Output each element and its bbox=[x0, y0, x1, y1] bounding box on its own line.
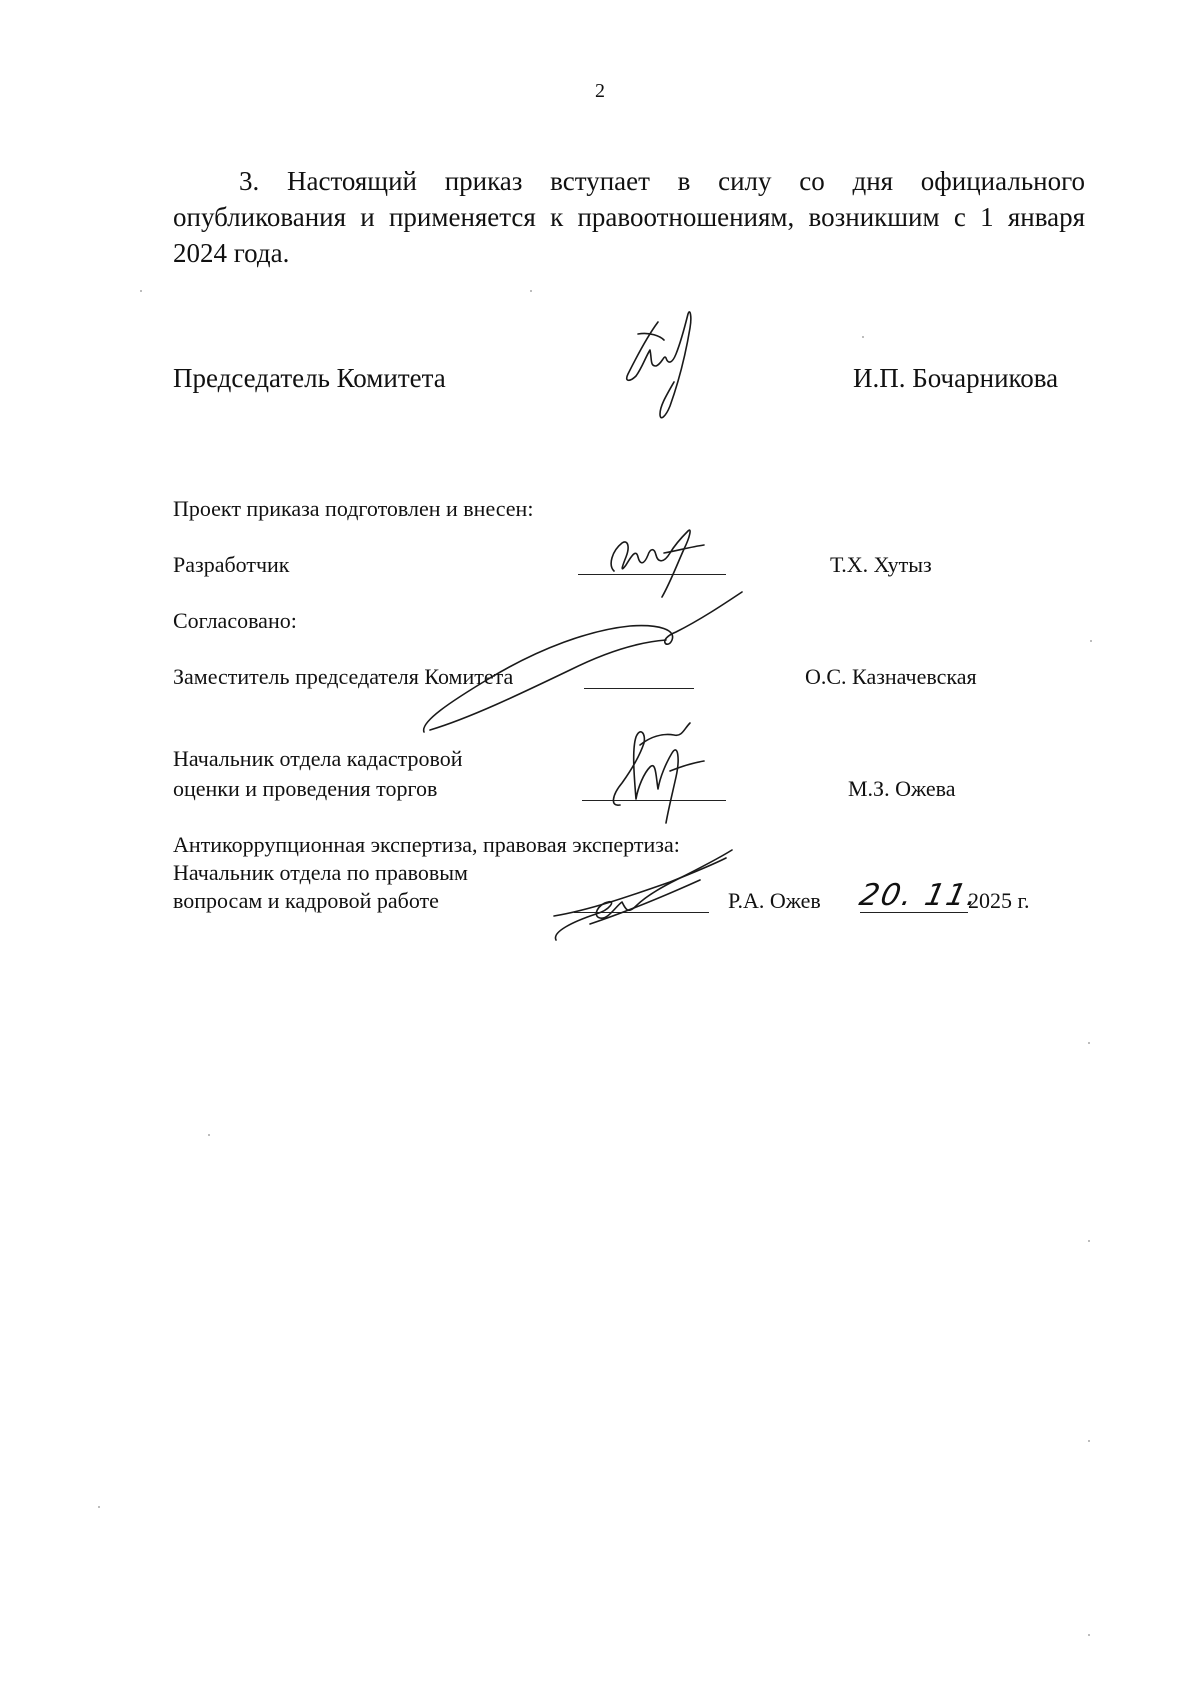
page-number: 2 bbox=[595, 80, 605, 102]
scan-speck bbox=[1088, 1634, 1090, 1636]
chairman-signature-icon bbox=[620, 310, 710, 430]
legal-head-title-line1: Начальник отдела по правовым bbox=[173, 860, 468, 885]
developer-signature-line bbox=[578, 574, 726, 575]
cadastral-head-signature-line bbox=[582, 800, 726, 801]
cadastral-head-signature-icon bbox=[600, 715, 720, 825]
chairman-name: И.П. Бочарникова bbox=[853, 363, 1059, 393]
anticorruption-heading: Антикоррупционная экспертиза, правовая экспертиза: bbox=[173, 832, 680, 857]
developer-title: Разработчик bbox=[173, 552, 290, 577]
scan-speck bbox=[140, 290, 142, 292]
scan-speck bbox=[1088, 1240, 1090, 1242]
scan-speck bbox=[98, 1506, 100, 1508]
prepared-by-heading: Проект приказа подготовлен и внесен: bbox=[173, 496, 534, 521]
deputy-name: О.С. Казначевская bbox=[805, 664, 977, 689]
scan-speck bbox=[1088, 1042, 1090, 1044]
cadastral-head-name: М.З. Ожева bbox=[848, 776, 956, 801]
agreed-heading: Согласовано: bbox=[173, 608, 297, 633]
cadastral-head-title-line2: оценки и проведения торгов bbox=[173, 776, 438, 801]
cadastral-head-title-line1: Начальник отдела кадастровой bbox=[173, 746, 463, 771]
deputy-signature-line bbox=[584, 688, 694, 689]
developer-name: Т.Х. Хутыз bbox=[830, 552, 932, 577]
scan-speck bbox=[1088, 1440, 1090, 1442]
legal-head-name: Р.А. Ожев bbox=[728, 888, 821, 913]
legal-head-title-line2: вопросам и кадровой работе bbox=[173, 888, 439, 913]
order-paragraph-text: 3. Настоящий приказ вступает в силу со дня официального опубликования и применяется к правоотношениям, возникшим с 1 января 2024 года. bbox=[173, 166, 1085, 268]
deputy-title: Заместитель председателя Комитета bbox=[173, 664, 514, 689]
scan-speck bbox=[862, 336, 864, 338]
handwritten-date: 20. 11. bbox=[856, 878, 983, 913]
legal-head-signature-line bbox=[574, 912, 709, 913]
scan-speck bbox=[530, 290, 532, 292]
order-paragraph-3 bbox=[173, 163, 1085, 271]
developer-signature-icon bbox=[600, 525, 720, 605]
chairman-title: Председатель Комитета bbox=[173, 363, 446, 393]
scan-speck bbox=[208, 1134, 210, 1136]
scan-speck bbox=[1090, 640, 1092, 642]
date-year: 2025 г. bbox=[968, 888, 1030, 913]
